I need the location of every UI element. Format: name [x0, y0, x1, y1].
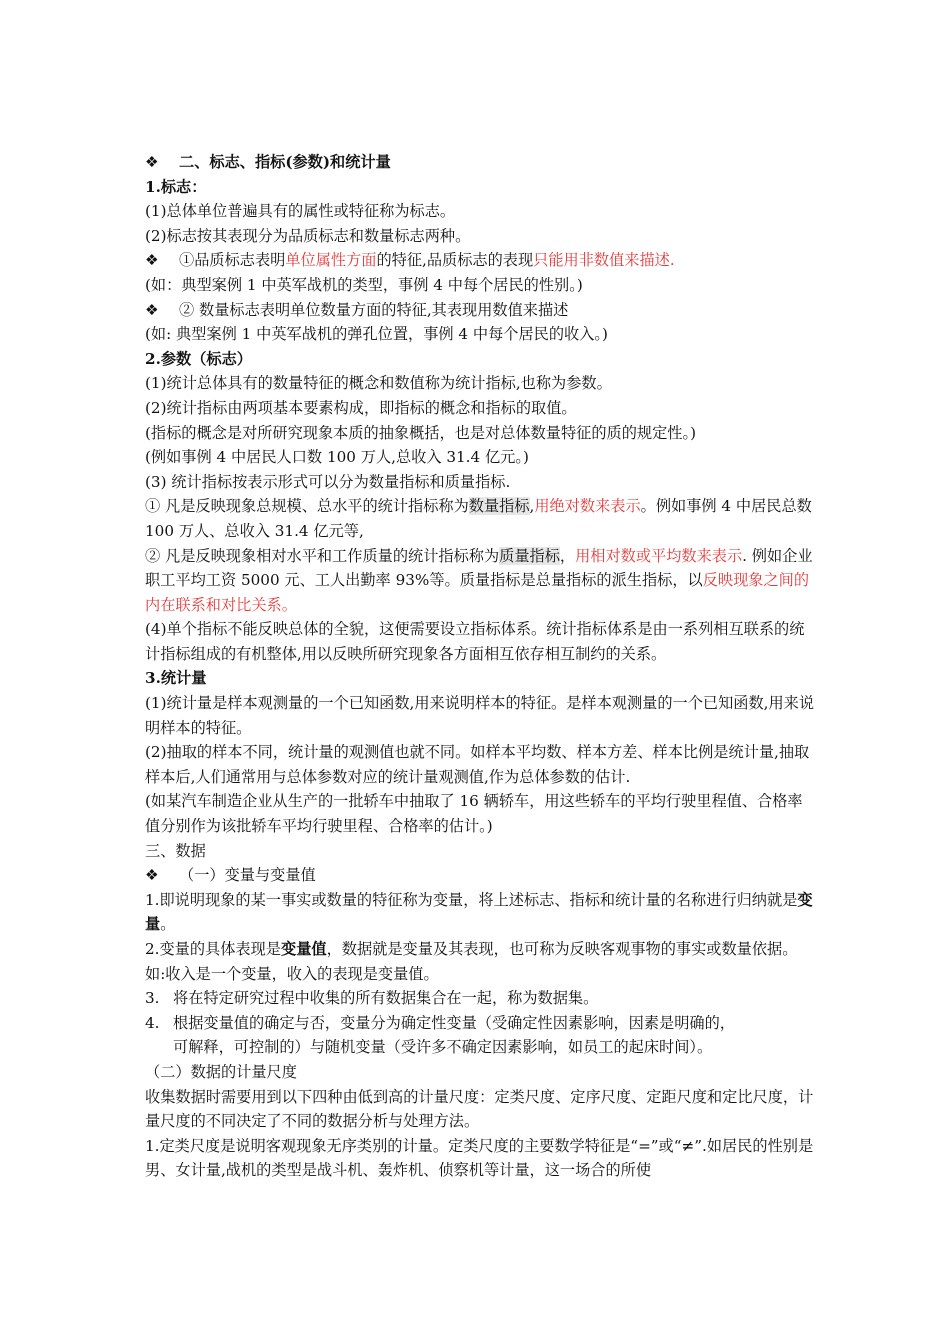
paragraph: (如某汽车制造企业从生产的一批轿车中抽取了 16 辆轿车，用这些轿车的平均行驶里程值、合格率值分别作为该批轿车平均行驶里程、合格率的估计。): [145, 792, 803, 836]
paragraph: (1)统计量是样本观测量的一个已知函数,用来说明样本的特征。是样本观测量的一个已知函数,用来说明样本的特征。: [145, 694, 815, 737]
bullet-paragraph: ❖ ①品质标志表明单位属性方面的特征,品质标志的表现只能用非数值来描述.: [145, 248, 815, 273]
paragraph: 1.定类尺度是说明客观现象无序类别的计量。定类尺度的主要数学特征是“=”或“≠”.如居民的性别是男、女计量,战机的类型是战斗机、轰炸机、侦察机等计量，这一场合的所使: [145, 1136, 814, 1180]
section-heading: 三、数据: [145, 841, 206, 860]
paragraph: 如:收入是一个变量，收入的表现是变量值。: [145, 964, 439, 983]
highlighted-term: 质量指标: [499, 546, 560, 565]
diamond-bullet-icon: ❖: [145, 866, 159, 885]
numbered-item: 3. 将在特定研究过程中收集的所有数据集合在一起，称为数据集。: [145, 986, 815, 1011]
paragraph: (1)统计总体具有的数量特征的概念和数值称为统计指标,也称为参数。: [145, 374, 612, 393]
bullet-paragraph: ❖ （一）变量与变量值: [145, 863, 815, 888]
item-number: 4.: [145, 1013, 160, 1032]
paragraph: (4)单个指标不能反映总体的全貌，这便需要设立指标体系。统计指标体系是由一系列相互联系的统计指标组成的有机整体,用以反映所研究现象各方面相互依存相互制约的关系。: [145, 620, 805, 663]
subheading: 2.参数（标志）: [145, 349, 252, 368]
paragraph: (指标的概念是对所研究现象本质的抽象概括，也是对总体数量特征的质的规定性。): [145, 423, 697, 442]
paragraph: (如: 典型案例 1 中英军战机的弹孔位置，事例 4 中每个居民的收入。): [145, 325, 608, 344]
paragraph: (1)总体单位普遍具有的属性或特征称为标志。: [145, 202, 456, 221]
paragraph: (2)抽取的样本不同，统计量的观测值也就不同。如样本平均数、样本方差、样本比例是统计量,抽取样本后,人们通常用与总体参数对应的统计量观测值,作为总体参数的估计.: [145, 743, 810, 786]
paragraph: (2)标志按其表现分为品质标志和数量标志两种。: [145, 226, 471, 245]
emphasis-text: 用相对数或平均数来表示: [575, 546, 743, 565]
document-body: [145, 150, 815, 1183]
paragraph: 收集数据时需要用到以下四种由低到高的计量尺度：定类尺度、定序尺度、定距尺度和定比尺度，计量尺度的不同决定了不同的数据分析与处理方法。: [145, 1087, 814, 1131]
item-number: 3.: [145, 989, 160, 1008]
diamond-bullet-icon: ❖: [145, 153, 159, 171]
bullet-paragraph: ❖ ② 数量标志表明单位数量方面的特征,其表现用数值来描述: [145, 298, 815, 323]
emphasis-text: 单位属性方面: [285, 251, 377, 270]
paragraph: 1.即说明现象的某一事实或数量的特征称为变量，将上述标志、指标和统计量的名称进行归纳就是变量。: [145, 890, 813, 934]
paragraph: (例如事例 4 中居民人口数 100 万人,总收入 31.4 亿元。): [145, 448, 529, 467]
subheading: 1.标志：: [145, 177, 207, 196]
diamond-bullet-icon: ❖: [145, 300, 159, 319]
paragraph: 2.变量的具体表现是变量值，数据就是变量及其表现，也可称为反映客观事物的事实或数量依据。: [145, 940, 798, 958]
paragraph: ② 凡是反映现象相对水平和工作质量的统计指标称为质量指标，用相对数或平均数来表示. 例如企业职工平均工资 5000 元、工人出勤率 93%等。质量指标是总量指标的派生指标，以反映现象之间的内在联系和对比关系。: [145, 546, 813, 614]
emphasis-text: 用绝对数来表示: [534, 497, 641, 516]
numbered-item: 4. 根据变量值的确定与否，变量分为确定性变量（受确定性因素影响，因素是明确的，: [145, 1011, 815, 1036]
diamond-bullet-icon: ❖: [145, 251, 159, 270]
subheading: 3.统计量: [145, 669, 207, 688]
paragraph: (2)统计指标由两项基本要素构成，即指标的概念和指标的取值。: [145, 398, 577, 417]
emphasis-text: 反映现象之间的内在联系和对比关系。: [145, 571, 810, 614]
section-heading: ❖ 二、标志、指标(参数)和统计量: [145, 150, 815, 175]
bold-term: 变量值: [281, 940, 327, 958]
paragraph: ① 凡是反映现象总规模、总水平的统计指标称为数量指标,用绝对数来表示。例如事例 4 中居民总数 100 万人、总收入 31.4 亿元等,: [145, 497, 812, 540]
paragraph: (3) 统计指标按表示形式可以分为数量指标和质量指标.: [145, 472, 511, 491]
emphasis-text: 只能用非数值来描述.: [533, 251, 675, 270]
bold-term: 变量: [145, 890, 813, 934]
highlighted-term: 数量指标: [468, 497, 530, 516]
subsection-heading: （二）数据的计量尺度: [145, 1062, 297, 1081]
numbered-item-continuation: 可解释，可控制的）与随机变量（受许多不确定因素影响，如员工的起床时间）。: [173, 1038, 713, 1057]
paragraph: (如：典型案例 1 中英军战机的类型，事例 4 中每个居民的性别。): [145, 275, 583, 294]
